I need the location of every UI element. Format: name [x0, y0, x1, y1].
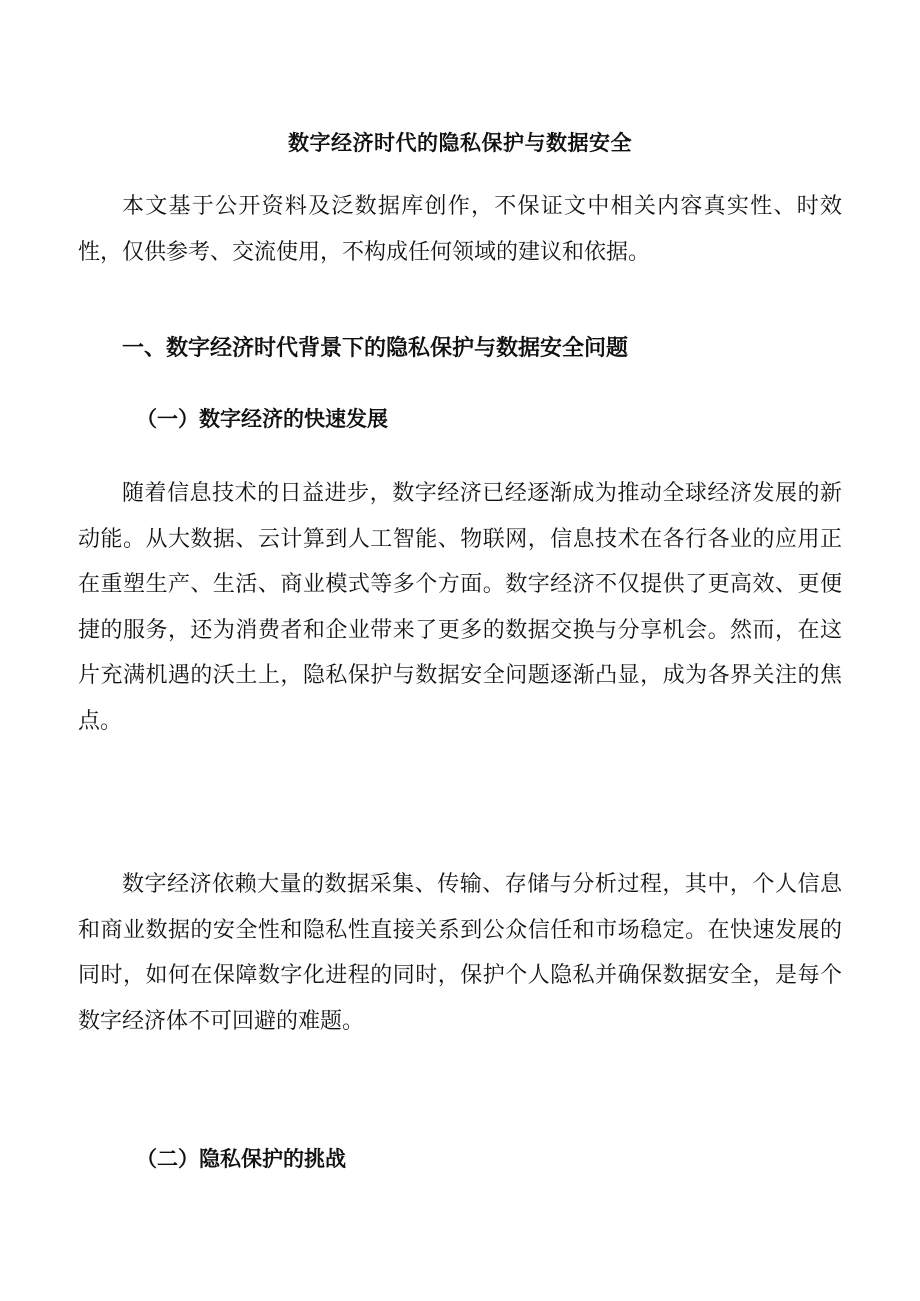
subsection-heading: （二）隐私保护的挑战 — [136, 1146, 346, 1171]
body-paragraph: 随着信息技术的日益进步，数字经济已经逐渐成为推动全球经济发展的新动能。从大数据、云计算到人工智能、物联网，信息技术在各行各业的应用正在重塑生产、生活、商业模式等多个方面。数字经济不仅提供了更高效、更便捷的服务，还为消费者和企业带来了更多的数据交换与分享机会。然而，在这片充满机遇的沃土上，隐私保护与数据安全问题逐渐凸显，成为各界关注的焦点。 — [78, 481, 842, 734]
body-paragraph: 数字经济依赖大量的数据采集、传输、存储与分析过程，其中，个人信息和商业数据的安全性和隐私性直接关系到公众信任和市场稳定。在快速发展的同时，如何在保障数字化进程的同时，保护个人隐私并确保数据安全，是每个数字经济体不可回避的难题。 — [78, 872, 842, 1034]
section-heading: 一、数字经济时代背景下的隐私保护与数据安全问题 — [122, 335, 629, 361]
subsection-heading: （一）数字经济的快速发展 — [136, 406, 388, 431]
disclaimer-paragraph: 本文基于公开资料及泛数据库创作，不保证文中相关内容真实性、时效性，仅供参考、交流使用，不构成任何领域的建议和依据。 — [78, 194, 842, 265]
document-title: 数字经济时代的隐私保护与数据安全 — [288, 130, 632, 155]
